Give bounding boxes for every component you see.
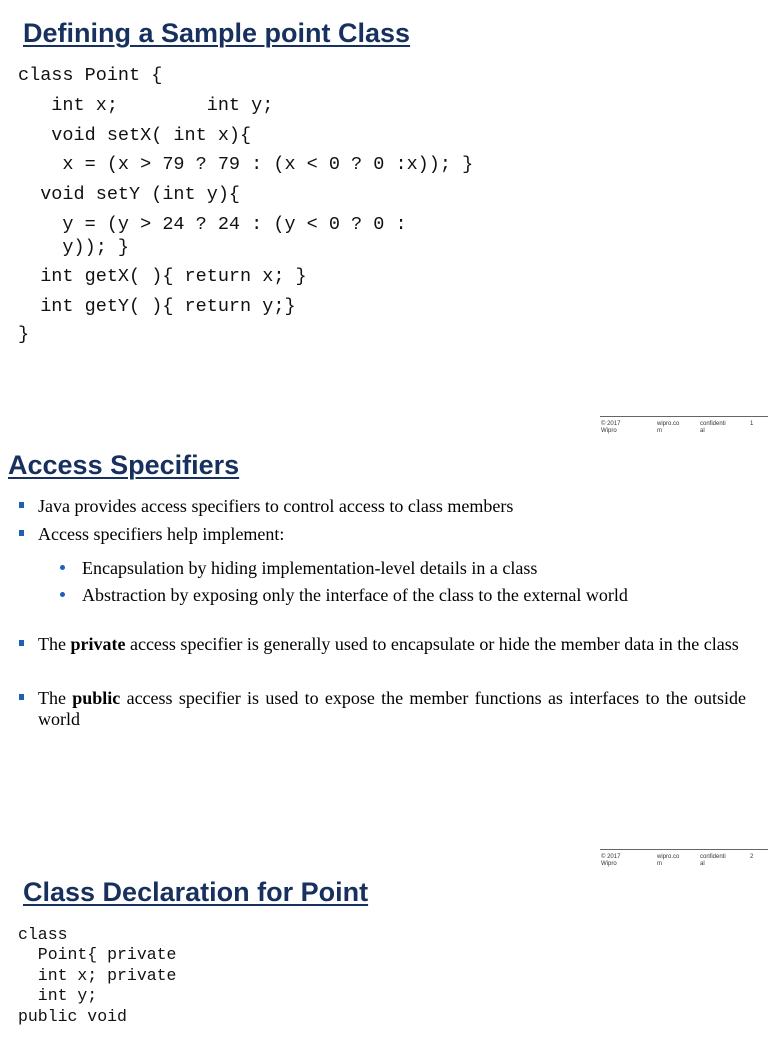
- list-item: [18, 496, 746, 517]
- code-line: int x; int y;: [18, 95, 274, 116]
- bullet-text: Access specifiers help implement:: [38, 524, 285, 544]
- footer-site: wipro.co m: [657, 854, 680, 867]
- code-line: y)); }: [18, 237, 130, 258]
- code-line: int y;: [18, 986, 98, 1005]
- slide2-title: Access Specifiers: [8, 450, 240, 480]
- slide1-footer: [600, 416, 768, 437]
- footer-copyright: © 2017 Wipro: [601, 854, 621, 867]
- code-line: }: [18, 324, 30, 345]
- footer-confidential: confidenti al: [700, 854, 726, 867]
- list-item: [18, 585, 746, 606]
- code-line: class: [18, 925, 68, 944]
- slide2-footer: [600, 849, 768, 870]
- footer-page-number: 1: [750, 421, 754, 427]
- bullet-text: The: [38, 634, 71, 654]
- footer-confidential: confidenti al: [700, 421, 726, 434]
- code-line: class Point {: [18, 65, 163, 86]
- bullet-bold-keyword: public: [72, 688, 121, 708]
- slide1-code-block: [18, 64, 474, 345]
- slide3-title: Class Declaration for Point: [23, 877, 369, 907]
- bullet-text: Java provides access specifiers to control access to class members: [38, 496, 514, 516]
- list-item: [18, 688, 746, 730]
- bullet-bold-keyword: private: [70, 634, 126, 654]
- code-line: int x; private: [18, 966, 177, 985]
- list-item: [18, 558, 746, 579]
- code-line: x = (x > 79 ? 79 : (x < 0 ? 0 :x)); }: [18, 154, 474, 175]
- code-line: public void: [18, 1007, 127, 1026]
- slide3-code-block: [18, 925, 177, 1048]
- footer-site: wipro.co m: [657, 421, 680, 434]
- list-item: [18, 524, 746, 545]
- footer-copyright: © 2017 Wipro: [601, 421, 621, 434]
- list-item: [18, 634, 746, 655]
- code-line: y = (y > 24 ? 24 : (y < 0 ? 0 :: [18, 214, 407, 235]
- bullet-text: access specifier is used to expose the member functions as interfaces to the outside world: [38, 688, 746, 729]
- code-line: int getY( ){ return y;}: [18, 296, 296, 317]
- bullet-text: The: [38, 688, 73, 708]
- code-line: void setY (int y){: [18, 184, 241, 205]
- footer-page-number: 2: [750, 854, 754, 860]
- code-line: int getX( ){ return x; }: [18, 266, 307, 287]
- code-line: Point{ private: [18, 945, 177, 964]
- bullet-text: access specifier is generally used to encapsulate or hide the member data in the class: [125, 634, 739, 654]
- slide1-title: Defining a Sample point Class: [23, 18, 411, 48]
- code-line: void setX( int x){: [18, 125, 252, 146]
- bullet-text: Abstraction by exposing only the interface of the class to the external world: [82, 585, 628, 605]
- slide2-bullet-list: [18, 496, 746, 730]
- bullet-text: Encapsulation by hiding implementation-level details in a class: [82, 558, 538, 578]
